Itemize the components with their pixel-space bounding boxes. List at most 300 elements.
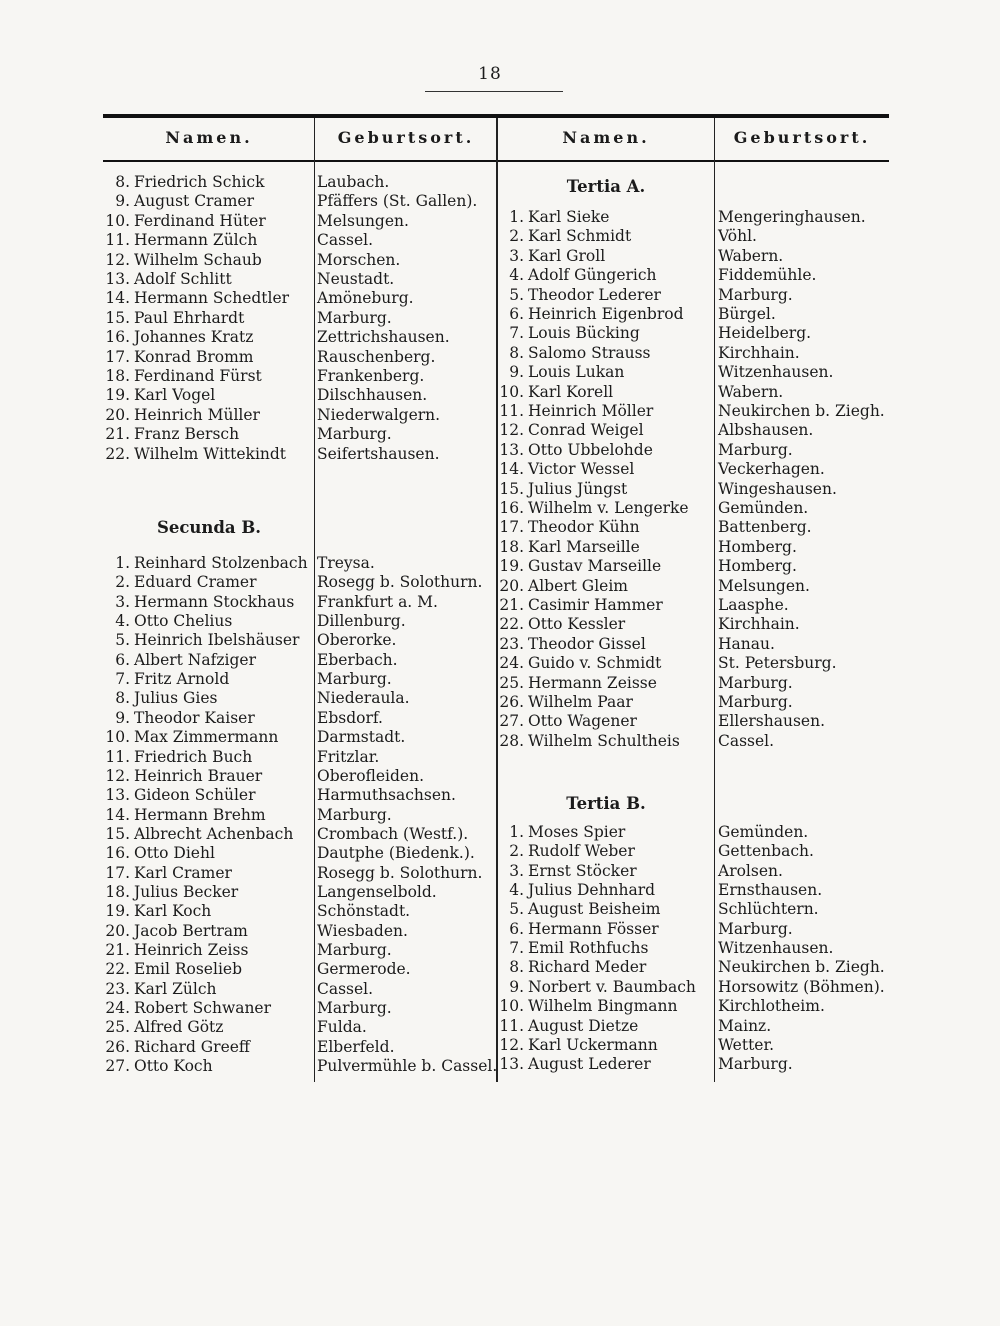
entry-number: 26. xyxy=(105,1037,130,1056)
list-item xyxy=(96,864,232,883)
entry-birthplace: Melsungen. xyxy=(718,576,810,595)
entry-name: Karl Schmidt xyxy=(528,227,632,246)
entry-number: 13. xyxy=(105,270,130,288)
list-item xyxy=(490,538,640,557)
page-number-rule xyxy=(425,91,563,92)
list-item xyxy=(96,767,262,786)
list-item xyxy=(96,348,254,367)
list-item xyxy=(96,786,255,805)
list-item xyxy=(490,615,625,634)
entry-number: 10. xyxy=(499,997,524,1016)
list-item xyxy=(490,266,657,285)
entry-name: Karl Marseille xyxy=(528,537,640,556)
section-title-tertia-b: Tertia B. xyxy=(566,794,646,813)
entry-name: Theodor Lederer xyxy=(528,285,661,304)
entry-birthplace: Dillenburg. xyxy=(317,612,406,631)
entry-number: 20. xyxy=(105,921,130,940)
entry-birthplace: Marburg. xyxy=(317,308,392,327)
list-item xyxy=(490,441,653,460)
entry-birthplace: Marburg. xyxy=(718,1055,793,1074)
entry-number: 20. xyxy=(105,405,130,424)
entry-name: Heinrich Ibelshäuser xyxy=(134,631,300,650)
list-item xyxy=(96,922,248,941)
entry-name: Albert Gleim xyxy=(528,576,628,595)
entry-number: 21. xyxy=(105,425,130,444)
list-item xyxy=(490,480,627,499)
entry-name: Johannes Kratz xyxy=(134,328,254,347)
list-item xyxy=(96,173,265,192)
list-item xyxy=(490,978,696,997)
entry-number: 14. xyxy=(105,289,130,308)
entry-name: Hermann Brehm xyxy=(134,805,266,824)
list-item xyxy=(96,612,232,631)
header-right-birthplace: Geburtsort. xyxy=(733,128,871,147)
list-item xyxy=(96,999,271,1018)
entry-birthplace: Laubach. xyxy=(317,173,390,191)
entry-number: 18. xyxy=(105,367,130,385)
entry-number: 24. xyxy=(105,999,130,1018)
entry-birthplace: Homberg. xyxy=(718,537,797,556)
column-divider xyxy=(314,118,315,1082)
entry-number: 19. xyxy=(105,386,130,405)
entry-number: 9. xyxy=(509,977,524,996)
entry-number: 21. xyxy=(105,941,130,959)
entry-birthplace: Arolsen. xyxy=(718,861,783,880)
entry-birthplace: Morschen. xyxy=(317,250,401,269)
list-item xyxy=(490,402,653,421)
entry-number: 24. xyxy=(499,654,524,673)
entry-name: Hermann Stockhaus xyxy=(134,592,295,611)
list-item xyxy=(96,425,239,444)
entry-name: Conrad Weigel xyxy=(528,421,644,440)
entry-number: 5. xyxy=(115,631,130,650)
entry-birthplace: Gemünden. xyxy=(718,499,809,517)
entry-name: Albert Nafziger xyxy=(134,650,256,669)
entry-birthplace: Dautphe (Biedenk.). xyxy=(317,844,475,863)
entry-number: 21. xyxy=(499,596,524,614)
entry-birthplace: Frankenberg. xyxy=(317,367,425,385)
entry-birthplace: Gemünden. xyxy=(718,823,809,841)
list-item xyxy=(490,900,660,919)
list-item xyxy=(96,670,229,689)
list-item xyxy=(96,445,286,464)
entry-birthplace: Kirchhain. xyxy=(718,343,800,362)
entry-number: 12. xyxy=(105,766,130,785)
entry-name: Julius Gies xyxy=(134,689,218,708)
entry-number: 7. xyxy=(509,324,524,343)
entry-number: 11. xyxy=(499,1016,524,1035)
entry-birthplace: Mainz. xyxy=(718,1016,772,1035)
entry-number: 4. xyxy=(509,881,524,900)
entry-number: 9. xyxy=(509,363,524,382)
section-title-secunda-b: Secunda B. xyxy=(156,518,262,537)
entry-name: Otto Wagener xyxy=(528,712,637,731)
entry-birthplace: Marburg. xyxy=(718,285,793,304)
entry-number: 25. xyxy=(499,673,524,692)
entry-number: 7. xyxy=(115,670,130,689)
list-item xyxy=(96,709,255,728)
entry-name: Karl Cramer xyxy=(134,863,232,882)
list-item xyxy=(490,712,637,731)
entry-number: 8. xyxy=(509,958,524,977)
entry-birthplace: Rosegg b. Solothurn. xyxy=(317,573,483,592)
entry-birthplace: St. Petersburg. xyxy=(718,654,837,673)
entry-number: 22. xyxy=(105,444,130,463)
entry-number: 11. xyxy=(105,747,130,766)
list-item xyxy=(96,309,244,328)
entry-name: Salomo Strauss xyxy=(528,343,651,362)
entry-birthplace: Wabern. xyxy=(718,382,784,401)
entry-number: 26. xyxy=(499,693,524,711)
entry-name: Jacob Bertram xyxy=(134,921,248,940)
entry-number: 8. xyxy=(115,689,130,708)
entry-number: 15. xyxy=(105,308,130,327)
entry-name: Heinrich Brauer xyxy=(134,766,263,785)
entry-name: Emil Roselieb xyxy=(134,960,242,979)
page-number: 18 xyxy=(478,64,502,84)
entry-number: 9. xyxy=(115,192,130,211)
entry-name: Karl Koch xyxy=(134,902,212,921)
list-item xyxy=(490,823,625,842)
entry-birthplace: Niederaula. xyxy=(317,689,410,708)
entry-birthplace: Ellershausen. xyxy=(718,712,826,731)
entry-birthplace: Amöneburg. xyxy=(317,289,414,308)
entry-number: 27. xyxy=(499,712,524,731)
entry-name: Adolf Güngerich xyxy=(528,266,657,285)
entry-birthplace: Marburg. xyxy=(317,670,392,689)
entry-birthplace: Vöhl. xyxy=(718,227,757,246)
entry-birthplace: Neustadt. xyxy=(317,270,395,288)
entry-number: 5. xyxy=(509,285,524,304)
entry-name: Ferdinand Hüter xyxy=(134,211,266,230)
entry-birthplace: Darmstadt. xyxy=(317,728,406,747)
entry-birthplace: Wabern. xyxy=(718,246,784,265)
entry-birthplace: Hanau. xyxy=(718,634,775,653)
entry-birthplace: Fritzlar. xyxy=(317,747,380,766)
list-item xyxy=(490,1036,658,1055)
entry-name: Adolf Schlitt xyxy=(134,270,232,288)
entry-number: 19. xyxy=(105,902,130,921)
list-item xyxy=(490,363,624,382)
entry-name: August Cramer xyxy=(134,192,254,211)
entry-number: 13. xyxy=(499,440,524,459)
entry-number: 8. xyxy=(509,343,524,362)
entry-name: Otto Kessler xyxy=(528,615,626,634)
entry-name: Richard Greeff xyxy=(134,1037,250,1056)
entry-number: 12. xyxy=(499,1035,524,1054)
entry-number: 9. xyxy=(115,708,130,727)
entry-name: Julius Becker xyxy=(134,882,239,901)
entry-name: Franz Bersch xyxy=(134,425,240,444)
entry-number: 18. xyxy=(499,537,524,556)
entry-name: August Dietze xyxy=(528,1016,639,1035)
entry-birthplace: Rosegg b. Solothurn. xyxy=(317,863,483,882)
entry-number: 16. xyxy=(105,328,130,347)
entry-name: Karl Korell xyxy=(528,382,614,401)
entry-birthplace: Fulda. xyxy=(317,1018,367,1037)
list-item xyxy=(490,958,646,977)
list-item xyxy=(490,862,637,881)
list-item xyxy=(490,383,613,402)
list-item xyxy=(96,844,215,863)
list-item xyxy=(96,212,266,231)
list-item xyxy=(490,1055,651,1074)
entry-birthplace: Marburg. xyxy=(718,673,793,692)
list-item xyxy=(96,806,266,825)
entry-name: Karl Vogel xyxy=(134,386,216,405)
list-item xyxy=(490,324,640,343)
entry-name: Wilhelm Schultheis xyxy=(528,731,680,750)
entry-birthplace: Oberorke. xyxy=(317,631,397,650)
entry-name: Wilhelm Schaub xyxy=(134,250,262,269)
header-right-names: Namen. xyxy=(562,128,650,147)
entry-birthplace: Bürgel. xyxy=(718,305,776,323)
entry-number: 5. xyxy=(509,900,524,919)
entry-birthplace: Wingeshausen. xyxy=(718,479,837,498)
entry-birthplace: Horsowitz (Böhmen). xyxy=(718,977,885,996)
entry-name: Victor Wessel xyxy=(528,460,635,479)
entry-name: Richard Meder xyxy=(528,958,647,977)
entry-number: 12. xyxy=(105,250,130,269)
entry-number: 2. xyxy=(509,227,524,246)
entry-name: Otto Diehl xyxy=(134,844,215,863)
entry-birthplace: Niederwalgern. xyxy=(317,405,441,424)
list-item xyxy=(96,192,254,211)
entry-name: Otto Koch xyxy=(134,1057,213,1076)
entry-birthplace: Homberg. xyxy=(718,557,797,576)
entry-number: 3. xyxy=(509,246,524,265)
entry-name: Casimir Hammer xyxy=(528,596,663,614)
list-item xyxy=(96,825,293,844)
list-item xyxy=(96,593,294,612)
entry-name: Julius Jüngst xyxy=(528,479,628,498)
entry-birthplace: Wetter. xyxy=(718,1035,775,1054)
list-item xyxy=(490,499,689,518)
entry-name: Moses Spier xyxy=(528,823,626,841)
entry-name: August Lederer xyxy=(528,1055,651,1074)
entry-name: Hermann Fösser xyxy=(528,919,659,938)
list-item xyxy=(490,518,640,537)
entry-birthplace: Fiddemühle. xyxy=(718,266,817,285)
list-item xyxy=(96,748,252,767)
header-left-birthplace: Geburtsort. xyxy=(337,128,475,147)
entry-name: Hermann Zeisse xyxy=(528,673,657,692)
entry-number: 15. xyxy=(499,479,524,498)
entry-name: Heinrich Müller xyxy=(134,405,260,424)
list-item xyxy=(490,635,646,654)
entry-birthplace: Rauschenberg. xyxy=(317,347,436,366)
entry-name: Hermann Zülch xyxy=(134,231,258,250)
entry-name: Fritz Arnold xyxy=(134,670,230,689)
entry-number: 1. xyxy=(509,208,524,226)
entry-name: Friedrich Buch xyxy=(134,747,253,766)
list-item xyxy=(490,920,659,939)
list-item xyxy=(96,1038,250,1057)
entry-birthplace: Cassel. xyxy=(317,979,374,998)
entry-number: 23. xyxy=(105,979,130,998)
entry-number: 12. xyxy=(499,421,524,440)
entry-birthplace: Marburg. xyxy=(317,999,392,1018)
entry-birthplace: Oberofleiden. xyxy=(317,766,425,785)
entry-birthplace: Ebsdorf. xyxy=(317,708,383,727)
entry-birthplace: Kirchlotheim. xyxy=(718,997,825,1016)
entry-name: Albrecht Achenbach xyxy=(134,824,294,843)
entry-number: 6. xyxy=(509,305,524,323)
list-item xyxy=(490,421,644,440)
entry-name: Paul Ehrhardt xyxy=(134,308,245,327)
entry-birthplace: Zettrichshausen. xyxy=(317,328,450,347)
entry-number: 11. xyxy=(105,231,130,250)
entry-name: Max Zimmermann xyxy=(134,728,279,747)
list-item xyxy=(490,227,631,246)
entry-name: Heinrich Eigenbrod xyxy=(528,305,684,323)
entry-birthplace: Gettenbach. xyxy=(718,842,814,861)
entry-number: 18. xyxy=(105,882,130,901)
list-item xyxy=(96,406,260,425)
entry-number: 16. xyxy=(499,499,524,517)
list-item xyxy=(490,577,628,596)
entry-name: Gideon Schüler xyxy=(134,786,256,805)
list-item xyxy=(490,997,677,1016)
list-item xyxy=(96,386,215,405)
entry-number: 25. xyxy=(105,1018,130,1037)
entry-birthplace: Neukirchen b. Ziegh. xyxy=(718,958,885,977)
entry-name: Theodor Kaiser xyxy=(134,708,255,727)
entry-birthplace: Dilschhausen. xyxy=(317,386,428,405)
list-item xyxy=(490,842,635,861)
entry-number: 1. xyxy=(115,554,130,572)
list-item xyxy=(96,554,308,573)
entry-birthplace: Eberbach. xyxy=(317,650,398,669)
entry-name: Wilhelm Bingmann xyxy=(528,997,678,1016)
entry-birthplace: Marburg. xyxy=(317,805,392,824)
entry-number: 11. xyxy=(499,402,524,420)
list-item xyxy=(96,960,242,979)
entry-name: Guido v. Schmidt xyxy=(528,654,662,673)
list-item xyxy=(490,654,661,673)
entry-birthplace: Treysa. xyxy=(317,554,375,572)
entry-name: Friedrich Schick xyxy=(134,173,265,191)
entry-name: Heinrich Zeiss xyxy=(134,941,249,959)
entry-birthplace: Langenselbold. xyxy=(317,882,437,901)
entry-name: Karl Sieke xyxy=(528,208,610,226)
entry-birthplace: Germerode. xyxy=(317,960,411,979)
entry-name: Julius Dehnhard xyxy=(528,881,656,900)
list-item xyxy=(96,328,253,347)
entry-name: Karl Uckermann xyxy=(528,1035,658,1054)
entry-number: 7. xyxy=(509,939,524,958)
entry-number: 10. xyxy=(499,382,524,401)
entry-birthplace: Schlüchtern. xyxy=(718,900,819,919)
entry-number: 28. xyxy=(499,731,524,750)
entry-name: Gustav Marseille xyxy=(528,557,662,576)
entry-birthplace: Seifertshausen. xyxy=(317,444,440,463)
list-item xyxy=(96,883,238,902)
entry-number: 3. xyxy=(509,861,524,880)
entry-birthplace: Schönstadt. xyxy=(317,902,411,921)
entry-birthplace: Cassel. xyxy=(317,231,374,250)
list-item xyxy=(96,631,299,650)
entry-number: 19. xyxy=(499,557,524,576)
list-item xyxy=(96,689,217,708)
list-item xyxy=(490,693,633,712)
list-item xyxy=(96,728,278,747)
list-item xyxy=(96,251,262,270)
entry-birthplace: Marburg. xyxy=(718,693,793,711)
entry-birthplace: Heidelberg. xyxy=(718,324,812,343)
entry-name: Eduard Cramer xyxy=(134,573,257,592)
entry-name: Wilhelm Wittekindt xyxy=(134,444,287,463)
entry-birthplace: Witzenhausen. xyxy=(718,363,834,382)
entry-name: Ernst Stöcker xyxy=(528,861,637,880)
entry-birthplace: Mengeringhausen. xyxy=(718,208,866,226)
entry-number: 13. xyxy=(105,786,130,805)
entry-number: 2. xyxy=(509,842,524,861)
list-item xyxy=(490,939,648,958)
list-item xyxy=(96,902,211,921)
entry-birthplace: Marburg. xyxy=(317,425,392,444)
entry-birthplace: Pfäffers (St. Gallen). xyxy=(317,192,478,211)
entry-number: 16. xyxy=(105,844,130,863)
entry-birthplace: Neukirchen b. Ziegh. xyxy=(718,402,885,420)
entry-name: Wilhelm v. Lengerke xyxy=(528,499,689,517)
entry-number: 4. xyxy=(509,266,524,285)
entry-number: 20. xyxy=(499,576,524,595)
entry-birthplace: Pulvermühle b. Cassel. xyxy=(317,1057,498,1076)
list-item xyxy=(96,980,217,999)
entry-name: Karl Zülch xyxy=(134,979,217,998)
entry-number: 15. xyxy=(105,824,130,843)
entry-birthplace: Wiesbaden. xyxy=(317,921,408,940)
entry-birthplace: Marburg. xyxy=(718,440,793,459)
list-item xyxy=(96,231,257,250)
entry-name: Louis Bücking xyxy=(528,324,640,343)
entry-birthplace: Albshausen. xyxy=(718,421,814,440)
entry-name: Alfred Götz xyxy=(134,1018,224,1037)
list-item xyxy=(96,367,262,386)
entry-name: Rudolf Weber xyxy=(528,842,635,861)
entry-number: 17. xyxy=(499,518,524,537)
entry-number: 10. xyxy=(105,211,130,230)
list-item xyxy=(490,460,634,479)
entry-name: Konrad Bromm xyxy=(134,347,254,366)
list-item xyxy=(490,674,657,693)
entry-number: 10. xyxy=(105,728,130,747)
list-item xyxy=(96,289,289,308)
list-item xyxy=(96,651,256,670)
list-item xyxy=(96,270,232,289)
entry-birthplace: Cassel. xyxy=(718,731,775,750)
entry-number: 8. xyxy=(115,173,130,191)
entry-name: August Beisheim xyxy=(528,900,661,919)
entry-birthplace: Harmuthsachsen. xyxy=(317,786,456,805)
entry-name: Reinhard Stolzenbach xyxy=(134,554,308,572)
entry-name: Wilhelm Paar xyxy=(528,693,633,711)
entry-birthplace: Melsungen. xyxy=(317,211,409,230)
list-item xyxy=(96,1018,223,1037)
entry-name: Heinrich Möller xyxy=(528,402,654,420)
list-item xyxy=(490,208,609,227)
list-item xyxy=(96,1057,213,1076)
entry-birthplace: Crombach (Westf.). xyxy=(317,824,469,843)
entry-number: 6. xyxy=(115,650,130,669)
list-item xyxy=(490,732,680,751)
entry-birthplace: Elberfeld. xyxy=(317,1037,395,1056)
entry-birthplace: Witzenhausen. xyxy=(718,939,834,958)
entry-birthplace: Laasphe. xyxy=(718,596,789,614)
entry-birthplace: Kirchhain. xyxy=(718,615,800,634)
list-item xyxy=(490,344,651,363)
